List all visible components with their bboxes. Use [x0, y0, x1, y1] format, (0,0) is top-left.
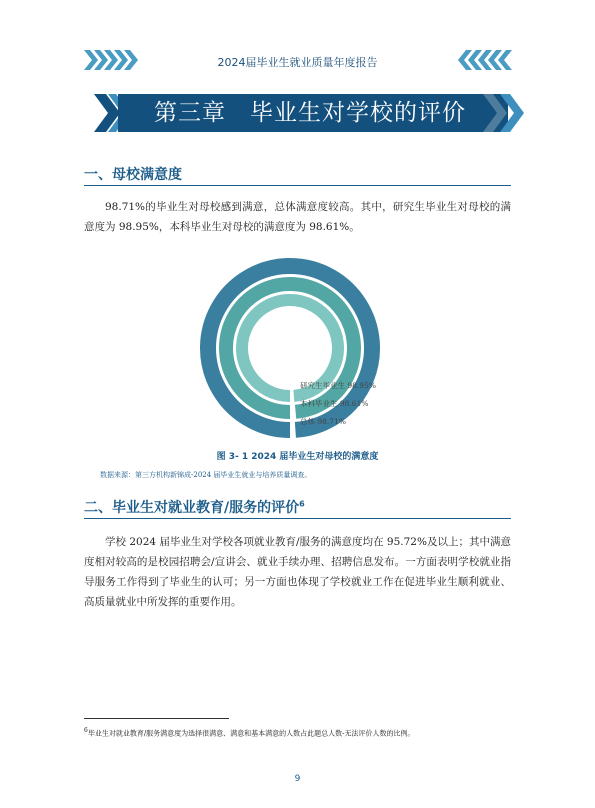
report-header-title: 2024届毕业生就业质量年度报告: [217, 56, 378, 69]
section-divider: [84, 185, 511, 186]
series-label-1: 本科毕业生 98.61%: [300, 399, 369, 408]
footnote-divider: [84, 718, 229, 719]
footnote-reference[interactable]: 6: [299, 499, 305, 509]
section-heading-alma-mater-satisfaction: 一、母校满意度: [84, 167, 182, 183]
series-label-2: 总体 98.71%: [300, 417, 346, 426]
section2-paragraph: [84, 532, 511, 612]
section2-text: 学校 2024 届毕业生对学校各项就业教育/服务的满意度均在 95.72%及以上；其中满意度相对较高的是校园招聘会/宣讲会、就业手续办理、招聘信息发布。一方面表明学校就业指导服务工作得到了毕业生的认可；另一方面也体现了学校就业工作在促进毕业生顺利就业、高质量就业中所发挥的重要作用。: [84, 536, 511, 608]
section2-heading-text: 二、毕业生对就业教育/服务的评价: [84, 500, 300, 516]
section-heading-employment-services: [84, 497, 305, 517]
satisfaction-radial-chart: [200, 250, 420, 440]
page-number: 9: [294, 774, 301, 784]
footnote-text: 毕业生对就业教育/服务满意度为选择很满意、满意和基本满意的人数占此题总人数-无法评价人数的比例。: [87, 729, 415, 738]
chapter-title: 第三章 毕业生对学校的评价: [154, 100, 466, 126]
series-label-0: 研究生毕业生 98.95%: [300, 381, 376, 390]
section1-text: 98.71%的毕业生对母校感到满意，总体满意度较高。其中，研究生毕业生对母校的满意度为 98.95%，本科毕业生对母校的满意度为 98.61%。: [84, 201, 511, 233]
header-right-chevrons: [456, 50, 512, 74]
data-source-note: 数据来源：第三方机构新锦成-2024 届毕业生就业与培养质量调查。: [100, 471, 312, 479]
footnote-mark: 6: [84, 727, 88, 734]
section-divider: [84, 518, 511, 519]
section1-paragraph: [84, 197, 511, 237]
footnote: [84, 727, 514, 738]
chevron-decoration-icon: [456, 50, 512, 70]
figure-caption: 图 3- 1 2024 届毕业生对母校的满意度: [216, 452, 379, 462]
